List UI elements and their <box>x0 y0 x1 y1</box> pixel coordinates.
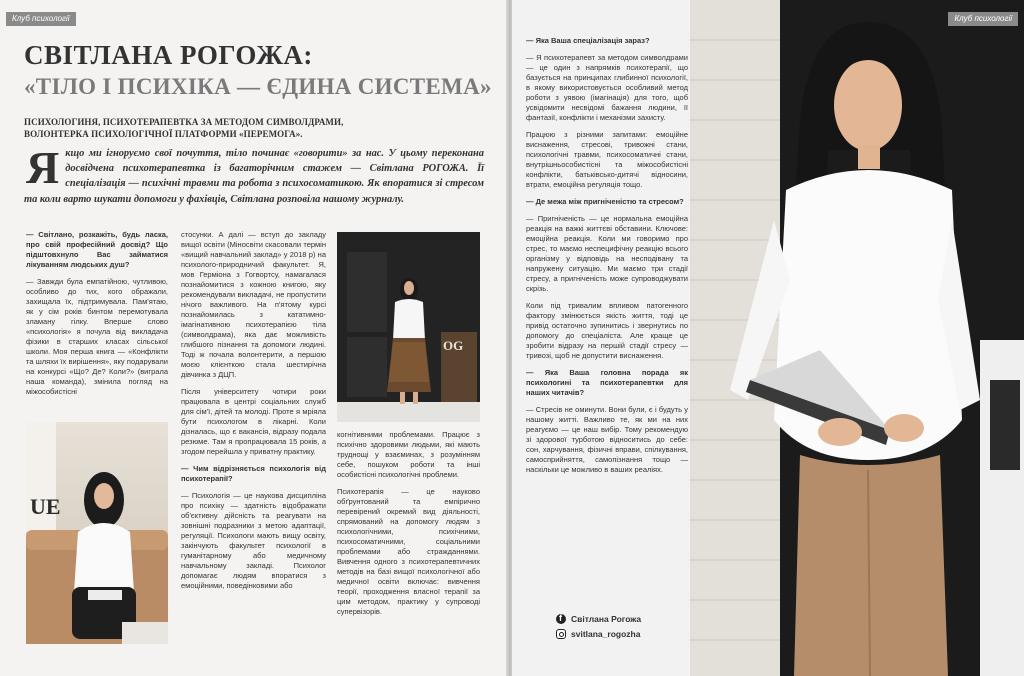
answer-paragraph: — Стресів не оминути. Вони були, є і будуть у нашому житті. Важливо те, як ми на них реагуємо — це наш вибір. Тому рекомендую зі здорової турботою відноситись до себе: сон, харчування, фізичні вправи, спілкування, самосприйняття, самопізнання тощо — наскільки це можливо в ваших реаліях. <box>526 405 688 474</box>
portrait-sofa-illustration <box>26 422 168 644</box>
drop-cap: Я <box>26 142 60 193</box>
answer-paragraph: — Завжди була емпатійною, чутливою, особливо до тих, кого ображали, захищала їх, підтримувала. Пам'ятаю, як у сім років бинтом перемотувала зламану гілку. Вперше слово «психологія» я почула від викладача фізики в старших класах сільської школи. Моя перша книга — «Конфлікти та шляхи їх вирішення», яку подарували на конкурсі «Що? Де? Коли?» (виграла наша команда), змінила погляд на міжособистісні <box>26 277 168 396</box>
text-column-2 <box>181 230 326 598</box>
role-line-1: ПСИХОЛОГИНЯ, ПСИХОТЕРАПЕВТКА ЗА МЕТОДОМ СИМВОЛДРАМИ, <box>24 117 344 127</box>
article-subtitle: «ТІЛО І ПСИХІКА — ЄДИНА СИСТЕМА» <box>24 74 492 99</box>
text-column-1 <box>26 230 168 404</box>
portrait-photo-sofa <box>26 422 168 644</box>
facebook-icon <box>556 614 566 624</box>
instagram-link[interactable] <box>556 629 640 639</box>
question-paragraph: — Яка Ваша спеціалізація зараз? <box>526 36 650 45</box>
instagram-handle: svitlana_rogozha <box>571 629 641 639</box>
section-tag: Клуб психології <box>948 12 1018 26</box>
answer-paragraph: Працюю з різними запитами: емоційне виснаження, стресові, тривожні стани, психологічні травми, психосоматичні стани, внутрішньособистісні та міжособистісні конфлікти, батьківсько-дитячі відносини, втрати, емоційна регуляція тощо. <box>526 130 688 189</box>
answer-paragraph: — Пригніченість — це нормальна емоційна реакція на важкі життєві обставини. Ключове: емоційна реакція. Коли ми говоримо про стрес, то маємо неспецифічну реакцію всього організму у відповідь на несподівану та напружену ситуацію. Ми маємо три стадії стресу, а пригніченість може супроводжувати скрізь. <box>526 214 688 293</box>
article-title: СВІТЛАНА РОГОЖА: <box>24 40 313 70</box>
instagram-icon <box>556 629 566 639</box>
facebook-handle: Світлана Рогожа <box>571 614 642 624</box>
answer-paragraph: — Психологія — це наукова дисципліна про психіку — здатність відображати об'єктивну дійсність та реагувати на зовнішні подразники з метою адаптації, регуляції. Психологи мають вищу освіту, закінчують факультет психології в гуманітарному або медичному навчальному закладі. Психолог допомагає людям впоратися з емоційними, поведінковими або <box>181 491 326 590</box>
section-tag: Клуб психології <box>6 12 76 26</box>
portrait-photo-standing <box>337 232 480 422</box>
answer-paragraph: — Я психотерапевт за методом символдрами — це один з напрямків психотерапії, що базується на принципах глибинної психології, в якому використовується особливий метод роботи з уявою (імагінація) для того, щоб усвідомити несвідомі бажання людини, її фантазії, конфлікти і механізми захисту. <box>526 53 688 122</box>
magazine-cover-letters: OG <box>443 338 464 353</box>
question-paragraph: — Чим відрізняється психологія від психотерапії? <box>181 464 326 483</box>
answer-paragraph: Коли під тривалим впливом патогенного фактору змінюється якість життя, тоді це привід остаточно зупинитись і звернутись по допомогу до спеціаліста. Але краще це зробити відразу на першій стадії стресу — тривозі, щоб не допустити виснаження. <box>526 301 688 360</box>
answer-paragraph: стосунки. А далі — вступ до закладу вищої освіти (Міносвіти скасовали термін «вищий навчальний заклад» у 2018 р) на психолого-природничий факультет. Я, мов Герміона з Гогвортсу, намагалася познайомитися з кожною книгою, яку рекомендували викладачі, не пропустити нічого важливого. На п'ятому курсі познайомилась з кататимно-імагінативною психотерапією тіла (символдрама), яка дає можливість глибшого пізнання та допомоги людині. Тоді ж почала волонтерити, а першою моєю клієнткою стала шестирічна дівчинка з ДЦП. <box>181 230 326 379</box>
facebook-link[interactable] <box>556 614 641 624</box>
main-portrait-photo <box>690 0 1024 676</box>
intro-text: кщо ми ігноруємо свої почуття, тіло починає «говорити» за нас. У цьому переконана досвідчена психотерапевтка із багаторічним стажем — Світлана РОГОЖА. Її спеціалізація — психічні травми та робота з психосоматикою. Як впоратися зі стресом та коли варто шукати допомоги у фахівців, Світлана розповіла нашому журналу. <box>24 148 484 205</box>
main-portrait-illustration <box>690 0 1024 676</box>
role-line-2: ВОЛОНТЕРКА ПСИХОЛОГІЧНОЇ ПЛАТФОРМИ «ПЕРЕМОГА». <box>24 129 303 139</box>
magazine-cover-letters: UE <box>30 494 61 519</box>
question-paragraph: — Де межа між пригніченістю та стресом? <box>526 197 684 206</box>
answer-paragraph: Після університету чотири роки працювала в центрі соціальних служб для сім'ї, дітей та молоді. Проте я мріяла бути психологом в лікарні. Коли дізналась, що є вакансія, відразу подала резюме. Там я пропрацювала 15 років, а згодом перейшла у приватну практику. <box>181 387 326 456</box>
question-paragraph: — Яка Ваша головна порада як психологині та психотерапевтки для наших читачів? <box>526 368 688 397</box>
text-column-3 <box>337 430 480 624</box>
left-page <box>0 0 508 676</box>
text-column-right <box>526 36 688 482</box>
answer-paragraph: когнітивними проблемами. Працює з психічно здоровими людьми, які мають труднощі у взаєминах, з розумінням себе, пошуком роботи та іншi особистісні психологічні проблеми. <box>337 430 480 479</box>
answer-paragraph: Психотерапія — це науково обґрунтований та емпірично перевірений окремий вид діяльності, спрямований на допомогу людям з психологічними, психічними, психосоматичними, соціальними проблемами або стражданнями. Вивчення одного з психотерапевтичних методів на базі вищої психологічної або медичної освіти включає: вивчення теорії, проходження власної терапії за цим методом, практику у супроводі супервізорів. <box>337 487 480 616</box>
portrait-standing-illustration <box>337 232 480 422</box>
question-paragraph: — Світлано, розкажіть, будь ласка, про свій професійний досвід? Що підштовхнуло Вас займатися лікуванням людських душ? <box>26 230 168 269</box>
article-intro <box>24 142 484 207</box>
